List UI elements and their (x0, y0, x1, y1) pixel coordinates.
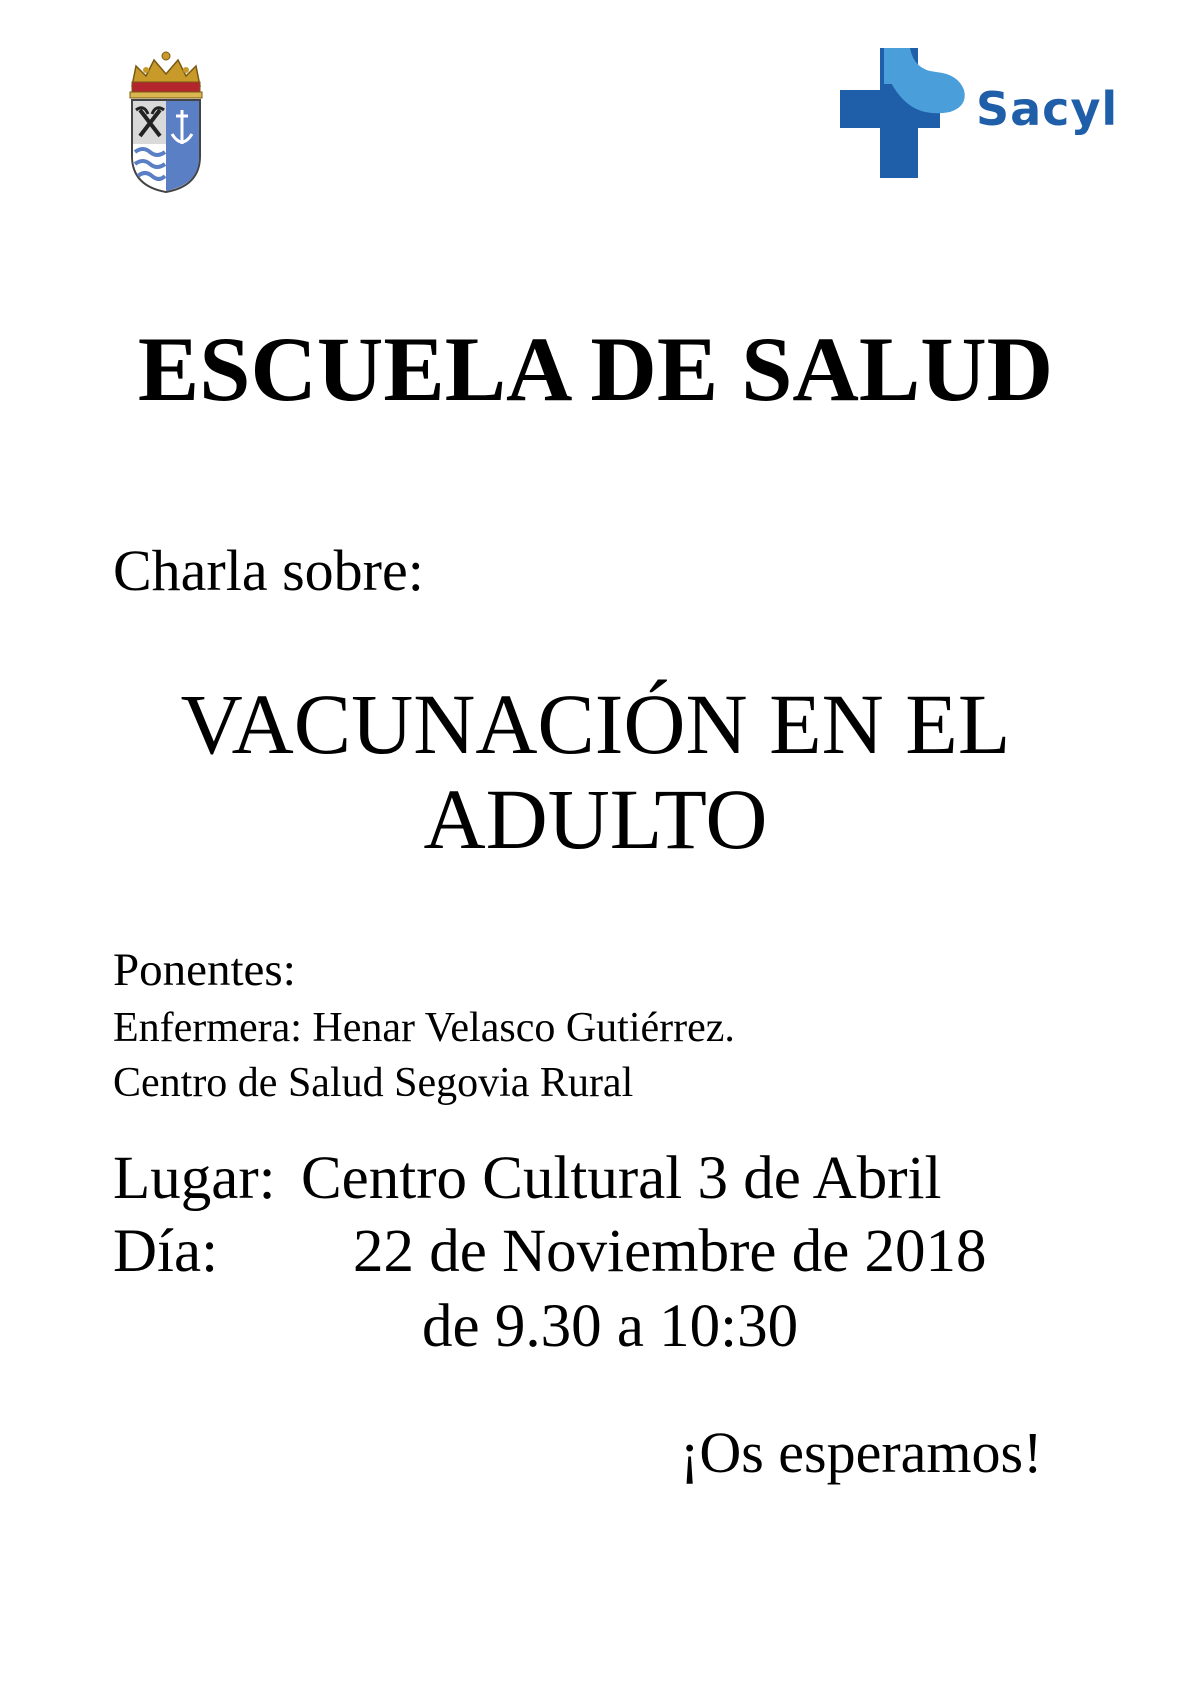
municipal-coat-of-arms-icon (126, 46, 206, 194)
poster-title: ESCUELA DE SALUD (137, 318, 1054, 420)
talk-intro: Charla sobre: (113, 538, 424, 603)
topic-line: VACUNACIÓN EN EL (180, 676, 1011, 772)
closing-message: ¡Os esperamos! (680, 1420, 1043, 1485)
time-value: de 9.30 a 10:30 (422, 1293, 799, 1360)
day-value: 22 de Noviembre de 2018 (353, 1218, 987, 1285)
talk-topic (0, 677, 1191, 867)
topic-line: ADULTO (423, 771, 768, 867)
speaker-line: Enfermera: Henar Velasco Gutiérrez. (113, 1005, 735, 1051)
speaker-line: Centro de Salud Segovia Rural (113, 1060, 634, 1106)
sacyl-logo-text: Sacyl (976, 82, 1119, 136)
speakers-heading: Ponentes: (113, 944, 296, 996)
day-label: Día: (113, 1218, 219, 1285)
venue-value: Centro Cultural 3 de Abril (301, 1145, 942, 1212)
venue-label: Lugar: (113, 1145, 276, 1212)
